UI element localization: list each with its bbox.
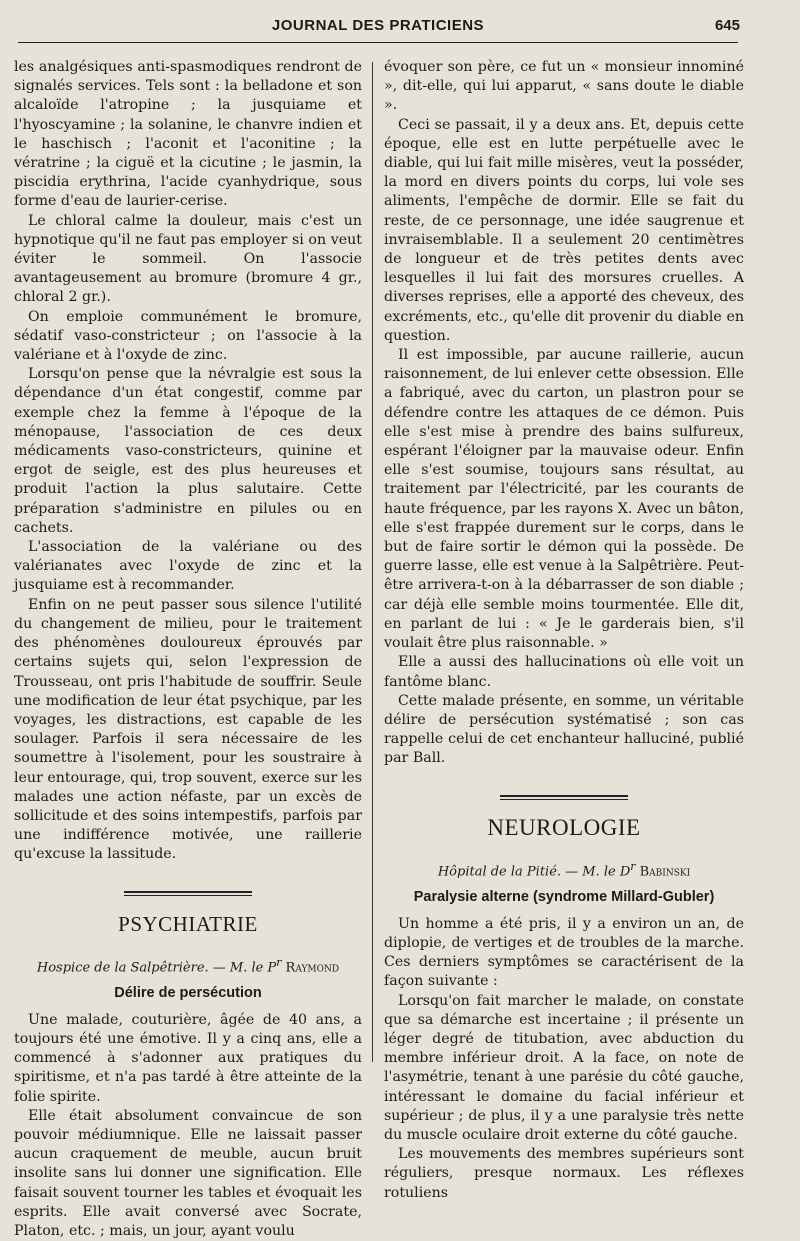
paragraph: Un homme a été pris, il y a environ un an, de diplopie, de vertiges et de troubles de la marche. Ces derniers symptômes se caractérisent de la façon suivante :: [384, 915, 744, 990]
professor-name: Babinski: [639, 863, 691, 879]
paragraph: Lorsqu'on pense que la névralgie est sous la dépendance d'un état congestif, comme par exemple chez la femme à l'époque de la ménopause, l'association de ces deux médicaments vaso-constricteurs, quinine et ergot de seigle, est des plus heureuses et produit l'action la plus salutaire. Cette préparation s'administre en pilules ou en cachets.: [14, 366, 362, 536]
page-number: 645: [714, 17, 740, 34]
paragraph: Lorsqu'on fait marcher le malade, on constate que sa démarche est incertaine ; il présente un léger degré de titubation, avec abduction du membre inférieur droit. A la face, on note de l'asymétrie, tenant à une parésie du côté gauche, intéressant le domaine du facial inférieur et supérieur ; de plus, il y a une paralysie très nette du muscle oculaire droit externe du côté gauche.: [384, 992, 744, 1144]
running-header: [18, 14, 738, 43]
paragraph: On emploie communément le bromure, sédatif vaso-constricteur ; on l'associe à la valériane et à l'oxyde de zinc.: [14, 308, 362, 364]
paragraph: Le chloral calme la douleur, mais c'est un hypnotique qu'il ne faut pas employer si on veut éviter le sommeil. On l'associe avantageusement au bromure (bromure 4 gr., chloral 2 gr.).: [14, 212, 362, 306]
section-rule: [124, 891, 252, 896]
column-divider: [372, 62, 373, 1062]
journal-title: JOURNAL DES PRATICIENS: [271, 17, 485, 34]
paragraph: Elle a aussi des hallucinations où elle voit un fantôme blanc.: [384, 654, 744, 690]
left-column: [14, 58, 362, 1240]
paragraph: Ceci se passait, il y a deux ans. Et, depuis cette époque, elle est en lutte perpétuelle avec le diable, qui lui fait mille misères, veut la posséder, la mord en divers points du corps, lui vole ses aliments, l'empêche de dormir. Elle se fait du reste, de ce personnage, une idée saugrenue et invraisemblable. Il a seulement 20 centimètres de longueur et de très petites dents avec lesquelles il lui fait des morsures cruelles. A diverses reprises, elle a apporté des cheveux, des excréments, etc., qu'elle dit provenir du diable en question.: [384, 116, 744, 344]
paragraph: Cette malade présente, en somme, un véritable délire de persécution systématisé ; son cas rappelle celui de cet enchanteur halluciné, publié par Ball.: [384, 692, 744, 767]
paragraph: Une malade, couturière, âgée de 40 ans, a toujours été une émotive. Il y a cinq ans, elle a commencé à s'adonner aux pratiques du spiritisme, et n'a pas tardé à être atteinte de la folie spirite.: [14, 1011, 362, 1105]
paragraph: L'association de la valériane ou des valérianates avec l'oxyde de zinc et la jusquiame est à recommander.: [14, 539, 362, 594]
article-subtitle: Paralysie alterne (syndrome Millard-Gubler): [413, 888, 715, 905]
paragraph: Elle était absolument convaincue de son pouvoir médiumnique. Elle ne laissait passer aucun craquement de meuble, aucun bruit insolite sans lui donner une signification. Elle faisait souvent tourner les tables et évoquait les esprits. Elle avait conversé avec Socrate, Platon, etc. ; mais, un jour, ayant voulu: [14, 1107, 362, 1240]
title-superscript: r: [630, 859, 636, 873]
section-title-neurologie: NEUROLOGIE: [487, 814, 641, 840]
hospital-line: [384, 858, 744, 881]
article-subtitle: Délire de persécution: [114, 984, 262, 1001]
paragraph: Enfin on ne peut passer sous silence l'utilité du changement de milieu, pour le traitement des phénomènes douloureux éprouvés par certains sujets qui, selon l'expression de Trousseau, ont pris l'habitude de souffrir. Seule une modification de leur état psychique, par les voyages, les distractions, est capable de les soulager. Parfois il sera nécessaire de les soumettre à l'isolement, pour les soustraire à leur entourage, qui, trop souvent, exerce sur les malades une action néfaste, par un excès de sollicitude et des soins intempestifs, parfois par une indifférence motivée, une raillerie qu'excuse la lassitude.: [14, 596, 362, 863]
section-title-psychiatrie: PSYCHIATRIE: [118, 911, 258, 936]
right-column: [384, 58, 744, 1201]
hospital-line: [14, 954, 362, 977]
paragraph: évoquer son père, ce fut un « monsieur innominé », dit-elle, qui lui apparut, « sans doute le diable ».: [384, 59, 744, 114]
paragraph: Il est impossible, par aucune raillerie, aucun raisonnement, de lui enlever cette obsession. Elle a fabriqué, avec du carton, un plastron pour se défendre contre les attaques de ce démon. Puis elle s'est mise à prendre des bains sulfureux, espérant l'éloigner par la mauvaise odeur. Enfin elle s'est soumise, toujours sans résultat, au traitement par l'électricité, par les courants de haute fréquence, par les rayons X. Avec un bâton, elle s'est frappée durement sur le corps, dans le but de faire sortir le démon qui la possède. De guerre lasse, elle est venue à la Salpêtrière. Peut-être arrivera-t-on à la débarrasser de son diable ; car déjà elle semble moins tourmentée. Elle dit, en parlant de lui : « Je le garderais bien, s'il voulait être plus raisonnable. »: [384, 347, 744, 652]
paragraph: Les mouvements des membres supérieurs sont réguliers, presque normaux. Les réflexes rotuliens: [384, 1146, 744, 1201]
hospital-name: Hôpital de la Pitié. — M. le D: [437, 863, 631, 879]
professor-name: Raymond: [285, 959, 340, 975]
paragraph: les analgésiques anti-spasmodiques rendront de signalés services. Tels sont : la belladone et son alcaloïde l'atropine ; la jusquiame et l'hyoscyamine ; la solanine, le chanvre indien et le haschisch ; l'aconit et l'aconitine ; la vératrine ; la ciguë et la cicutine ; le jasmin, la piscidia erythrina, l'acide cyanhydrique, sous forme d'eau de laurier-cerise.: [14, 59, 362, 210]
hospital-name: Hospice de la Salpêtrière. — M. le P: [36, 959, 277, 975]
section-rule: [500, 795, 628, 800]
title-superscript: r: [276, 955, 282, 969]
